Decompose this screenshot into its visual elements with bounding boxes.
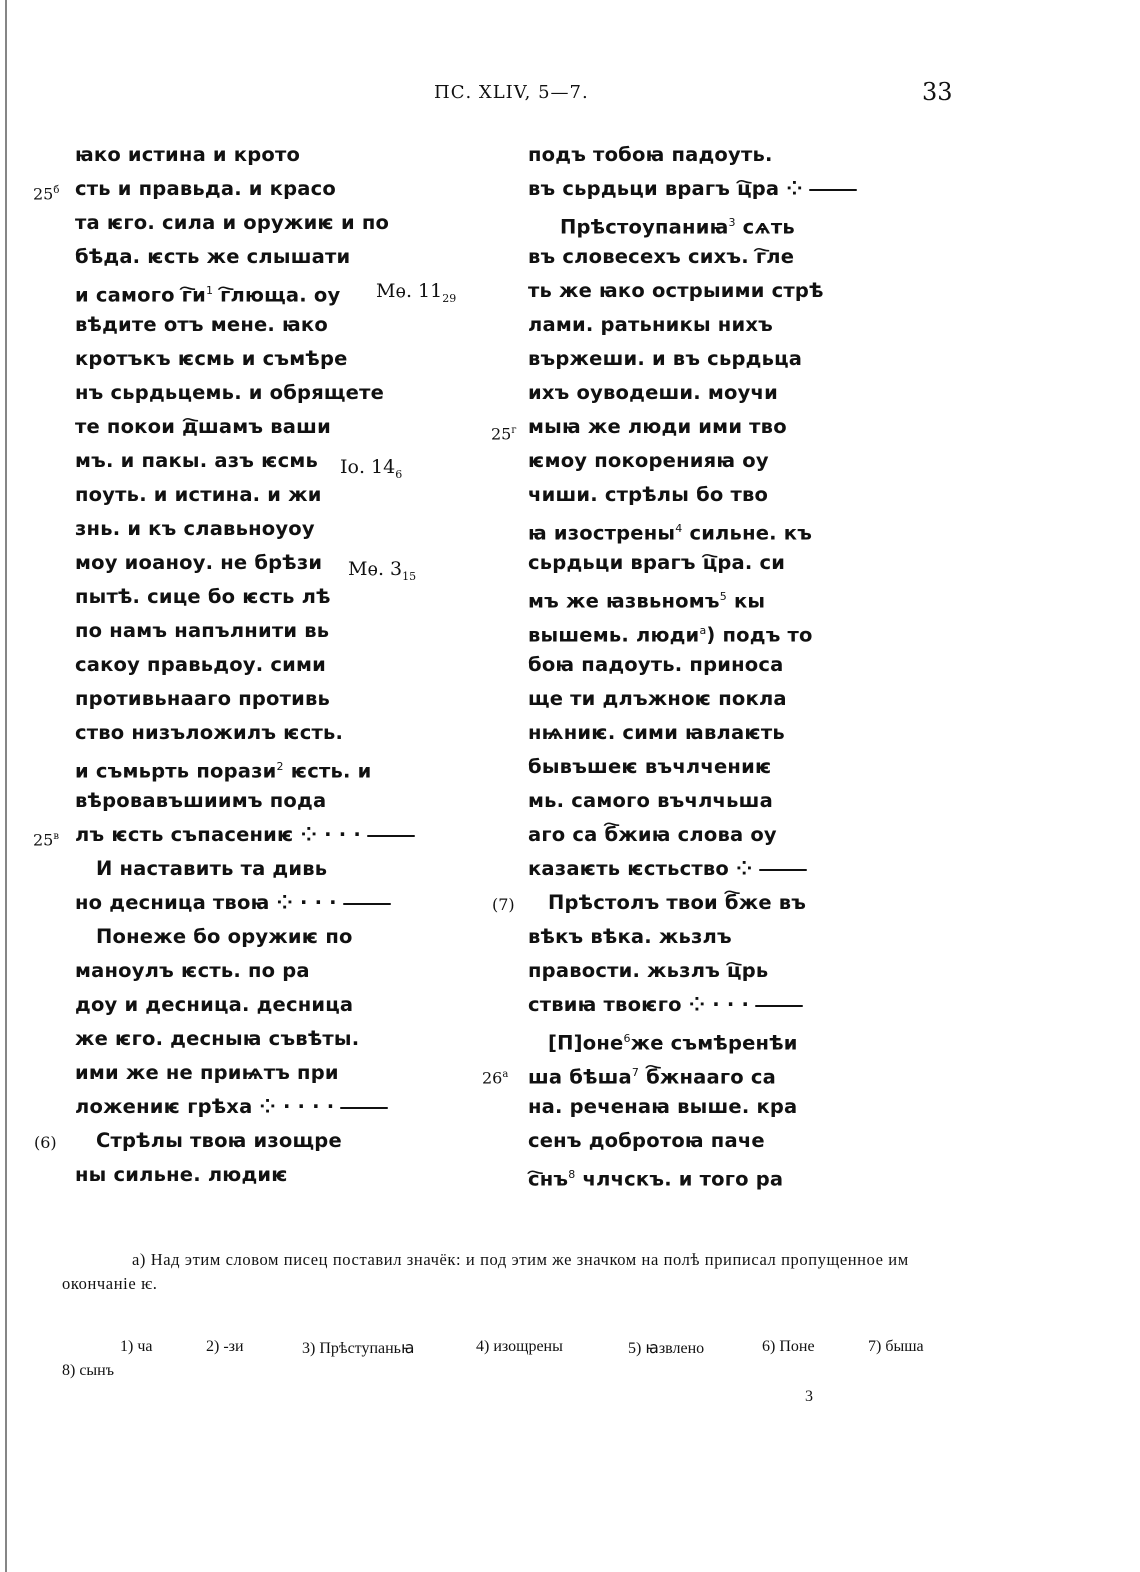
- right-line-27: [548, 1026, 798, 1057]
- verse-marker-sup: б: [53, 185, 60, 196]
- left-line-16: сакоу правьдоу. сими: [75, 653, 326, 676]
- end-mark-line: [340, 1107, 388, 1109]
- right-line-21: аго са б҇жиꙗ слова оу: [528, 823, 777, 846]
- right-line-15: [528, 618, 813, 649]
- footnote-ref-7: 7: [631, 1066, 640, 1079]
- left-line-14: пытѣ. сице бо ѥсть лѣ: [75, 585, 331, 608]
- left-line-7: кротъкъ ѥсмь и съмѣре: [75, 347, 348, 370]
- variant-4: 4) изощрены: [476, 1338, 563, 1355]
- right-line-28-tail: б҇жнааго са: [646, 1065, 776, 1089]
- right-line-5: ть же ꙗко острыими стрѣ: [528, 279, 824, 302]
- right-line-12-text: ꙗ изострены: [528, 521, 676, 545]
- right-line-31: [528, 1162, 783, 1193]
- left-line-13: моу иоаноу. не брѣзи: [75, 551, 323, 574]
- left-line-11: поуть. и истина. и жи: [75, 483, 322, 506]
- right-line-6: лами. ратьникы нихъ: [528, 313, 773, 336]
- right-line-11: чиши. стрѣлы бо тво: [528, 483, 769, 506]
- right-line-28: [528, 1060, 776, 1091]
- right-line-16: боꙗ падоуть. приноса: [528, 653, 784, 676]
- verse-marker-25g: [491, 418, 517, 447]
- verse-marker-sup: а: [502, 1069, 509, 1080]
- footnote-ref-2: 2: [276, 760, 284, 773]
- right-line-27-post: же съмѣренѣи: [630, 1031, 798, 1055]
- right-line-30: сенъ добротоꙗ паче: [528, 1129, 765, 1152]
- footnote-ref-5: 5: [719, 590, 727, 603]
- right-line-28-text: ша бѣша: [528, 1065, 632, 1089]
- verse-marker-base: 25: [33, 830, 54, 850]
- margin-ref-mt-11: [376, 278, 456, 312]
- right-line-8: ихъ оуводеши. моучи: [528, 381, 778, 404]
- sheet-signature: 3: [805, 1388, 813, 1405]
- left-line-19: [75, 754, 372, 785]
- right-line-3-tail: сѧть: [742, 215, 795, 239]
- left-line-6: вѣдите отъ мене. ꙗко: [75, 313, 328, 336]
- left-line-2: сть и правьда. и красо: [75, 177, 336, 200]
- right-line-18: нѩниѥ. сими ꙗвлаѥть: [528, 721, 785, 744]
- right-line-14: [528, 584, 765, 615]
- verse-marker-base: 25: [33, 184, 54, 204]
- right-line-27-pre: [П]оне: [548, 1031, 624, 1055]
- left-line-23-text: но десница твоꙗ ⁘ · · ·: [75, 891, 337, 914]
- variant-2: 2) -зи: [206, 1338, 244, 1355]
- verse-marker-6: (6): [34, 1133, 57, 1152]
- verse-marker-26a: [482, 1062, 508, 1091]
- right-line-12: [528, 516, 812, 547]
- right-line-31-tail: члчскъ. и того ра: [582, 1167, 784, 1191]
- left-line-12: знь. и къ славьноуоу: [75, 517, 315, 540]
- left-line-27: же ѥго. десныꙗ съвѣты.: [75, 1027, 360, 1050]
- margin-ref-sub: 15: [402, 569, 417, 583]
- variant-3: 3) Прѣступаньꙗ: [302, 1340, 415, 1357]
- left-line-5: [75, 278, 340, 309]
- verse-marker-7: (7): [492, 895, 515, 914]
- footnote-a: а) Над этим словом писец поставил значёк: и под этим же значком на полѣ приписал пропущенное им окончаніе ѥ.: [62, 1250, 909, 1293]
- verse-marker-base: 25: [491, 424, 512, 444]
- right-line-22-text: казаѥть ѥстьство ⁘: [528, 857, 753, 880]
- right-line-26-text: ствиꙗ твоѥго ⁘ · · ·: [528, 993, 750, 1016]
- left-line-1: ꙗко истина и крото: [75, 143, 301, 166]
- verse-marker-sup: г: [511, 425, 517, 436]
- left-line-19-tail: ѥсть. и: [290, 759, 372, 783]
- left-line-10: мъ. и пакы. азъ ѥсмь: [75, 449, 319, 472]
- right-line-3-text: Прѣстоупаниꙗ: [560, 215, 729, 239]
- variant-8: 8) сынъ: [62, 1362, 115, 1379]
- right-line-29: на. реченаꙗ выше. кра: [528, 1095, 798, 1118]
- left-line-19-text: и съмьрть порази: [75, 759, 277, 783]
- right-line-15-tail: ) подъ то: [706, 623, 813, 647]
- right-line-14-tail: кы: [733, 589, 766, 613]
- right-line-25: правости. жьзлъ ц҇рь: [528, 959, 769, 982]
- right-line-14-text: мъ же ꙗзвьномъ: [528, 589, 720, 613]
- footnote-ref-8: 8: [568, 1168, 576, 1181]
- left-line-5-text: и самого г҇и: [75, 283, 206, 307]
- right-line-22: [528, 856, 807, 882]
- left-line-22: И наставить та дивь: [96, 857, 328, 880]
- right-line-1: подъ тобоꙗ падоуть.: [528, 143, 773, 166]
- left-line-15: по намъ напълнити вь: [75, 619, 330, 642]
- left-line-21: [75, 822, 415, 848]
- running-head: ПС. XLIV, 5—7.: [434, 82, 589, 103]
- left-line-5-tail: г҇люща. оу: [220, 283, 341, 307]
- right-line-10: ѥмоу покоренияꙗ оу: [528, 449, 769, 472]
- right-line-17: ще ти длъжноѥ покла: [528, 687, 787, 710]
- variant-7: 7) быша: [868, 1338, 924, 1355]
- right-line-13: сьрдьци врагъ ц҇ра. си: [528, 551, 786, 574]
- left-line-23: [75, 890, 391, 916]
- verse-marker-sup: в: [53, 831, 59, 842]
- margin-ref-sub: 6: [395, 467, 403, 481]
- margin-ref-base: Іо. 14: [340, 456, 396, 478]
- left-line-26: доу и десница. десница: [75, 993, 354, 1016]
- left-line-25: маноулъ ѥсть. по ра: [75, 959, 310, 982]
- left-line-20: вѣровавъшиимъ пода: [75, 789, 327, 812]
- right-line-19: бывъшеѥ въчлчениѥ: [528, 755, 772, 778]
- right-line-2-text: въ сьрдьци врагъ ц҇ра ⁘: [528, 177, 803, 200]
- verse-marker-25b: [33, 178, 59, 207]
- right-line-12-tail: сильне. къ: [689, 521, 813, 545]
- footnote-ref-4: 4: [675, 522, 683, 535]
- variant-1: 1) ча: [120, 1338, 153, 1355]
- footnote-ref-6: 6: [623, 1032, 631, 1045]
- left-line-29-text: ложениѥ грѣха ⁘ · · · ·: [75, 1095, 335, 1118]
- left-line-31: ны сильне. людиѥ: [75, 1163, 288, 1186]
- right-line-24: вѣкъ вѣка. жьзлъ: [528, 925, 732, 948]
- margin-ref-mt-3: [348, 556, 416, 590]
- right-line-4: въ словесехъ сихъ. г҇ле: [528, 245, 795, 268]
- verse-marker-base: 26: [482, 1068, 503, 1088]
- right-line-7: вържеши. и въ сьрдьца: [528, 347, 803, 370]
- margin-ref-jo-14: [340, 454, 402, 488]
- right-line-26: [528, 992, 803, 1018]
- left-line-30: Стрѣлы твоꙗ изощре: [96, 1129, 342, 1152]
- margin-ref-base: Мѳ. 11: [376, 280, 443, 302]
- variant-5: 5) ꙗзвлено: [628, 1340, 705, 1357]
- left-line-17: противьнааго противь: [75, 687, 331, 710]
- right-line-3: [560, 210, 795, 241]
- variant-6: 6) Поне: [762, 1338, 815, 1355]
- right-line-15-text: вышемь. люди: [528, 623, 700, 647]
- left-line-8: нъ сьрдьцемь. и обрящете: [75, 381, 385, 404]
- right-line-20: мь. самого въчлчьша: [528, 789, 773, 812]
- left-line-29: [75, 1094, 388, 1120]
- right-line-31-text: с҇нъ: [528, 1167, 569, 1191]
- footnote-ref-1: 1: [205, 284, 214, 297]
- right-line-2: [528, 176, 857, 202]
- left-line-4: бѣда. ѥсть же слышати: [75, 245, 351, 268]
- end-mark-line: [343, 903, 391, 905]
- page-edge-line: [5, 0, 7, 1572]
- margin-ref-sub: 29: [442, 291, 457, 305]
- left-line-3: та ѥго. сила и оружиѥ и по: [75, 211, 390, 234]
- end-mark-line: [809, 189, 857, 191]
- footnote-ref-3: 3: [728, 216, 736, 229]
- margin-ref-base: Мѳ. 3: [348, 558, 403, 580]
- left-line-9: те покои д҇шамъ ваши: [75, 415, 331, 438]
- left-line-18: ство низъложилъ ѥсть.: [75, 721, 344, 744]
- end-mark-line: [755, 1005, 803, 1007]
- left-line-21-text: лъ ѥсть съпасениѥ ⁘ · · ·: [75, 823, 361, 846]
- right-line-9: мыꙗ же люди ими тво: [528, 415, 787, 438]
- left-line-28: ими же не приѩтъ при: [75, 1061, 339, 1084]
- end-mark-line: [367, 835, 415, 837]
- verse-marker-25v: [33, 824, 59, 853]
- footnote-ref-a: а: [699, 624, 707, 637]
- page-number: 33: [922, 78, 953, 106]
- end-mark-line: [759, 869, 807, 871]
- right-line-23: Прѣстолъ твои б҇же въ: [548, 891, 807, 914]
- left-line-24: Понеже бо оружиѥ по: [96, 925, 353, 948]
